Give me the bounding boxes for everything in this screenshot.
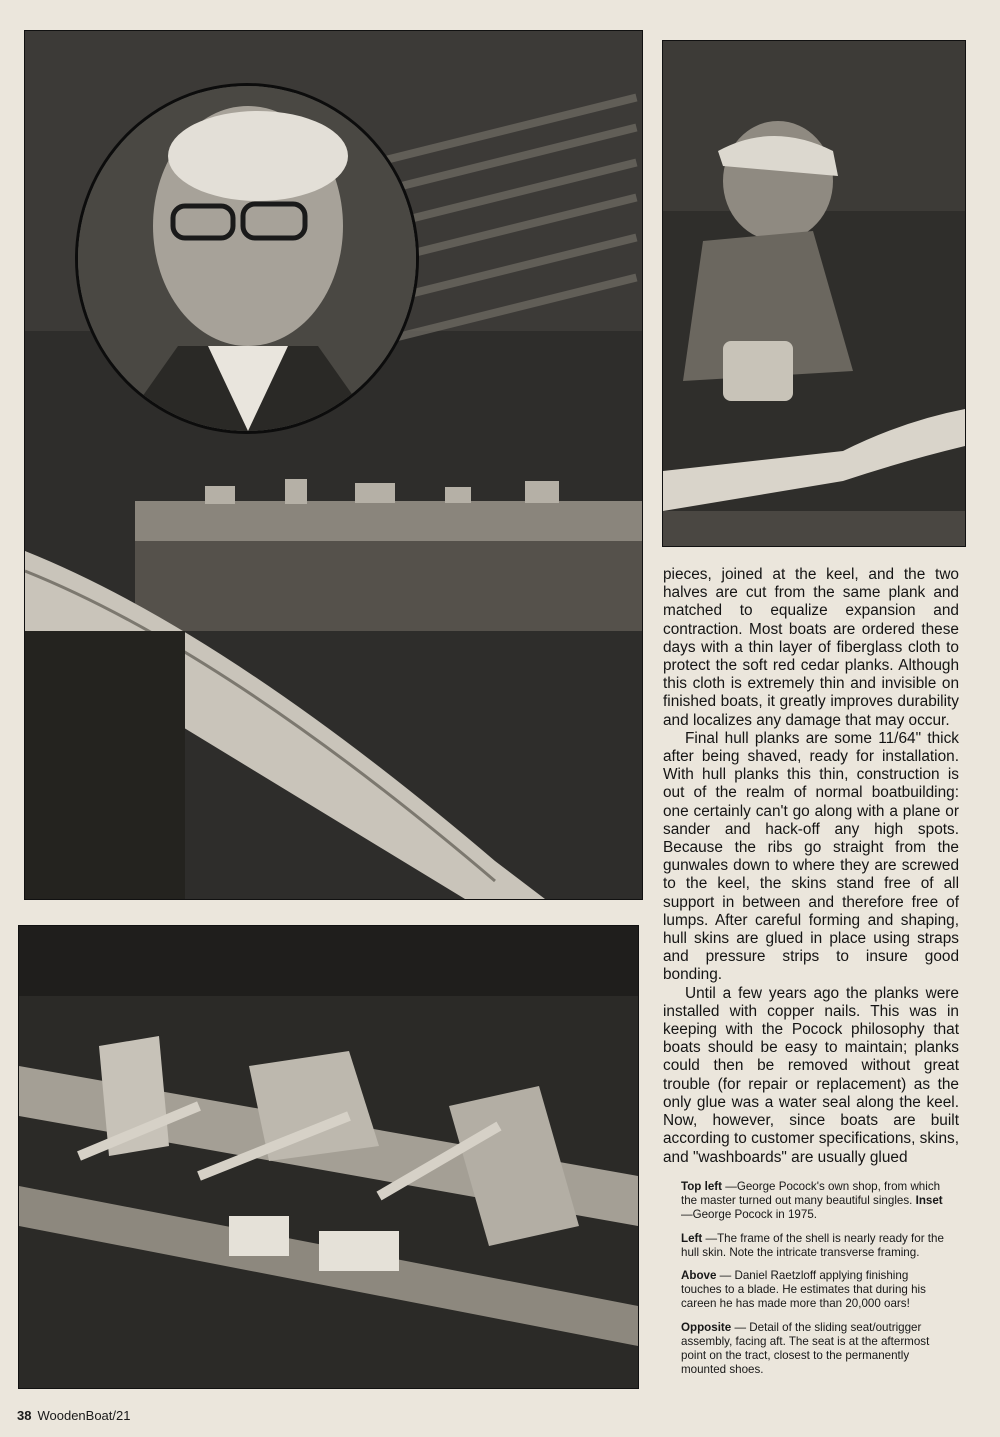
page-footer <box>17 1408 130 1423</box>
caption-above: Above — Daniel Raetzloff applying finishing touches to a blade. He estimates that during his careen he has made more than 20,000 oars! <box>681 1269 926 1311</box>
workshop-photo <box>24 30 643 900</box>
george-pocock-portrait <box>75 83 419 434</box>
oar-finishing-photo <box>662 40 966 547</box>
page-number: 38 <box>17 1408 32 1423</box>
article-body <box>663 566 959 1167</box>
paragraph-2: Final hull planks are some 11/64" thick after being shaved, ready for installation. With hull planks this thin, construction is out of the realm of normal boatbuilding: one certainly can't go along with a plane or sander and hack-off any high spots. Because the ribs go straight from the gunwales down to where they are screwed to the keel, the skins stand free of all support in between and therefore free of lumps. After careful forming and shaping, hull skins are glued in place using straps and pressure strips to insure good bonding. <box>663 729 959 984</box>
paragraph-1: pieces, joined at the keel, and the two halves are cut from the same plank and matched to equalize expansion and contraction. Most boats are ordered these days with a thin layer of fiberglass cloth to protect the soft red cedar planks. Although this cloth is extremely thin and invisible on finished boats, it greatly improves durability and localizes any damage that may occur. <box>663 566 959 729</box>
photo-captions <box>681 1180 951 1386</box>
magazine-issue: WoodenBoat/21 <box>37 1408 131 1423</box>
shell-frame-photo <box>18 925 639 1389</box>
caption-top-left: Top left —George Pocock's own shop, from which the master turned out many beautiful singles. Inset —George Pocock in 1975. <box>681 1180 943 1222</box>
caption-opposite: Opposite — Detail of the sliding seat/outrigger assembly, facing aft. The seat is at the aftermost point on the tract, closest to the permanently mounted shoes. <box>681 1320 930 1377</box>
caption-left: Left —The frame of the shell is nearly ready for the hull skin. Note the intricate transverse framing. <box>681 1231 944 1259</box>
paragraph-3: Until a few years ago the planks were installed with copper nails. This was in keeping with the Pocock philosophy that boats should be easy to maintain; planks could then be removed without great trouble (for repair or replacement) as the only glue was a water seal along the keel. Now, however, since boats are built according to customer specifications, skins, and "washboards" are usually glued <box>663 984 959 1166</box>
